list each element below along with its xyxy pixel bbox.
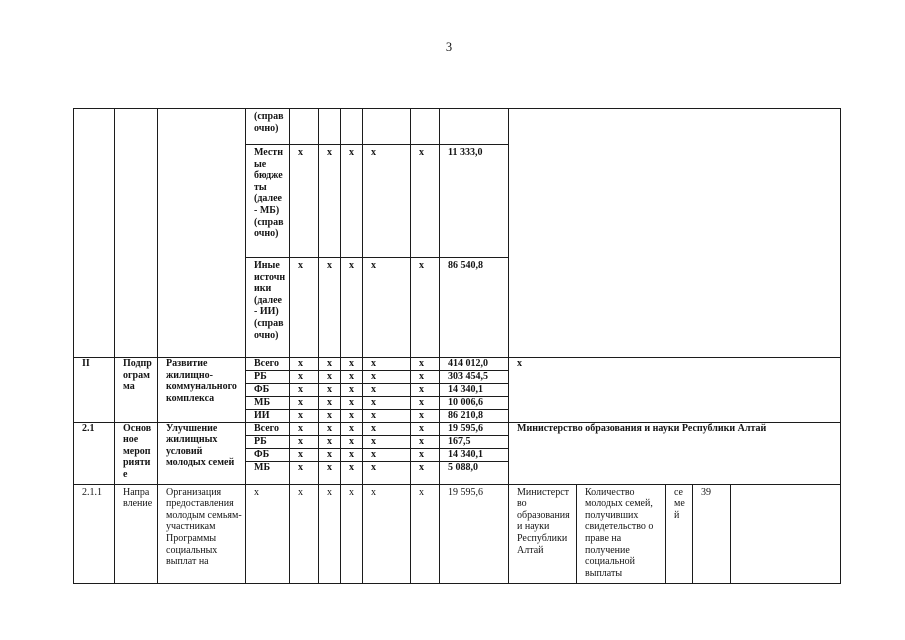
mark-cell: х xyxy=(341,371,363,384)
mark-cell: х xyxy=(411,384,440,397)
mark-cell: х xyxy=(411,397,440,410)
mark-cell: х xyxy=(411,358,440,371)
row-name-cell: Улучшение жилищных условий молодых семей xyxy=(158,422,246,484)
amount-cell: 10 006,6 xyxy=(440,397,509,410)
mark-cell: х xyxy=(319,145,341,258)
mark-cell: х xyxy=(341,448,363,461)
mark-cell: х xyxy=(290,258,319,358)
mark-cell: х xyxy=(341,461,363,484)
mark-cell xyxy=(319,109,341,145)
mark-cell: х xyxy=(341,484,363,583)
amount-cell: 167,5 xyxy=(440,435,509,448)
mark-cell: х xyxy=(290,461,319,484)
mark-cell: х xyxy=(363,397,411,410)
executor-cell: х xyxy=(509,358,841,423)
row-number-cell: II xyxy=(74,358,115,423)
funding-source: МБ xyxy=(246,461,290,484)
mark-cell: х xyxy=(363,410,411,423)
amount-cell: 19 595,6 xyxy=(440,422,509,435)
amount-cell: 5 088,0 xyxy=(440,461,509,484)
mark-cell: х xyxy=(290,145,319,258)
row-kind-cell xyxy=(115,109,158,358)
mark-cell: х xyxy=(341,422,363,435)
mark-cell: х xyxy=(363,371,411,384)
mark-cell: х xyxy=(290,358,319,371)
mark-cell: х xyxy=(411,371,440,384)
mark-cell: х xyxy=(290,397,319,410)
mark-cell: х xyxy=(290,484,319,583)
mark-cell: х xyxy=(290,435,319,448)
table-row xyxy=(74,109,841,145)
mark-cell: х xyxy=(411,448,440,461)
mark-cell: х xyxy=(411,145,440,258)
mark-cell: х xyxy=(319,397,341,410)
table-row xyxy=(74,422,841,435)
mark-cell: х xyxy=(341,384,363,397)
amount-cell: 11 333,0 xyxy=(440,145,509,258)
funding-source: Всего xyxy=(246,422,290,435)
mark-cell: х xyxy=(411,410,440,423)
row-name-cell xyxy=(158,109,246,358)
mark-cell: х xyxy=(363,422,411,435)
table-row xyxy=(74,358,841,371)
mark-cell: х xyxy=(290,384,319,397)
amount-cell: 86 540,8 xyxy=(440,258,509,358)
mark-cell: х xyxy=(363,435,411,448)
mark-cell: х xyxy=(363,484,411,583)
page-number: 3 xyxy=(445,40,453,54)
mark-cell xyxy=(341,109,363,145)
mark-cell: х xyxy=(290,371,319,384)
mark-cell: х xyxy=(363,145,411,258)
mark-cell: х xyxy=(319,258,341,358)
mark-cell: х xyxy=(341,410,363,423)
funding-source: РБ xyxy=(246,371,290,384)
mark-cell xyxy=(411,109,440,145)
funding-source: МБ xyxy=(246,397,290,410)
mark-cell: х xyxy=(290,422,319,435)
mark-cell: х xyxy=(319,435,341,448)
mark-cell: х xyxy=(319,410,341,423)
mark-cell: х xyxy=(363,448,411,461)
amount-cell xyxy=(440,109,509,145)
funding-source: РБ xyxy=(246,435,290,448)
indicator-value-cell: 39 xyxy=(693,484,731,583)
funding-source: (справочно) xyxy=(246,109,290,145)
mark-cell: х xyxy=(341,435,363,448)
row-name-cell: Организация предоставления молодым семьям-участникам Программы социальных выплат на xyxy=(158,484,246,583)
mark-cell: х xyxy=(341,397,363,410)
executor-cell: Министерство образования и науки Республики Алтай xyxy=(509,422,841,484)
funding-source: х xyxy=(246,484,290,583)
mark-cell: х xyxy=(319,384,341,397)
row-kind-cell: Основное мероприятие xyxy=(115,422,158,484)
amount-cell: 303 454,5 xyxy=(440,371,509,384)
executor-cell xyxy=(509,109,841,358)
mark-cell xyxy=(290,109,319,145)
row-number-cell xyxy=(74,109,115,358)
row-kind-cell: Направление xyxy=(115,484,158,583)
empty-cell xyxy=(731,484,841,583)
indicator-name-cell: Количество молодых семей, получивших свидетельство о праве на получение социальной выплаты xyxy=(577,484,666,583)
funding-source: Всего xyxy=(246,358,290,371)
row-number-cell: 2.1 xyxy=(74,422,115,484)
amount-cell: 86 210,8 xyxy=(440,410,509,423)
row-number-cell: 2.1.1 xyxy=(74,484,115,583)
mark-cell: х xyxy=(319,461,341,484)
mark-cell: х xyxy=(411,258,440,358)
mark-cell: х xyxy=(363,258,411,358)
funding-source: ФБ xyxy=(246,448,290,461)
mark-cell: х xyxy=(363,461,411,484)
mark-cell: х xyxy=(411,422,440,435)
mark-cell xyxy=(363,109,411,145)
funding-source: ФБ xyxy=(246,384,290,397)
mark-cell: х xyxy=(319,448,341,461)
mark-cell: х xyxy=(411,435,440,448)
row-kind-cell: Подпрограмма xyxy=(115,358,158,423)
executor-cell: Министерство образования и науки Республики Алтай xyxy=(509,484,577,583)
amount-cell: 19 595,6 xyxy=(440,484,509,583)
mark-cell: х xyxy=(319,422,341,435)
mark-cell: х xyxy=(363,384,411,397)
mark-cell: х xyxy=(319,371,341,384)
mark-cell: х xyxy=(341,358,363,371)
row-name-cell: Развитие жилищно-коммунального комплекса xyxy=(158,358,246,423)
mark-cell: х xyxy=(341,145,363,258)
mark-cell: х xyxy=(290,410,319,423)
amount-cell: 14 340,1 xyxy=(440,384,509,397)
program-table xyxy=(73,108,841,584)
mark-cell: х xyxy=(411,461,440,484)
mark-cell: х xyxy=(319,484,341,583)
mark-cell: х xyxy=(290,448,319,461)
amount-cell: 14 340,1 xyxy=(440,448,509,461)
table-row xyxy=(74,484,841,583)
funding-source: Местные бюджеты (далее - МБ) (справочно) xyxy=(246,145,290,258)
mark-cell: х xyxy=(363,358,411,371)
mark-cell: х xyxy=(319,358,341,371)
funding-source: ИИ xyxy=(246,410,290,423)
funding-source: Иные источники (далее - ИИ) (справочно) xyxy=(246,258,290,358)
mark-cell: х xyxy=(341,258,363,358)
indicator-unit-cell: семей xyxy=(666,484,693,583)
amount-cell: 414 012,0 xyxy=(440,358,509,371)
mark-cell: х xyxy=(411,484,440,583)
